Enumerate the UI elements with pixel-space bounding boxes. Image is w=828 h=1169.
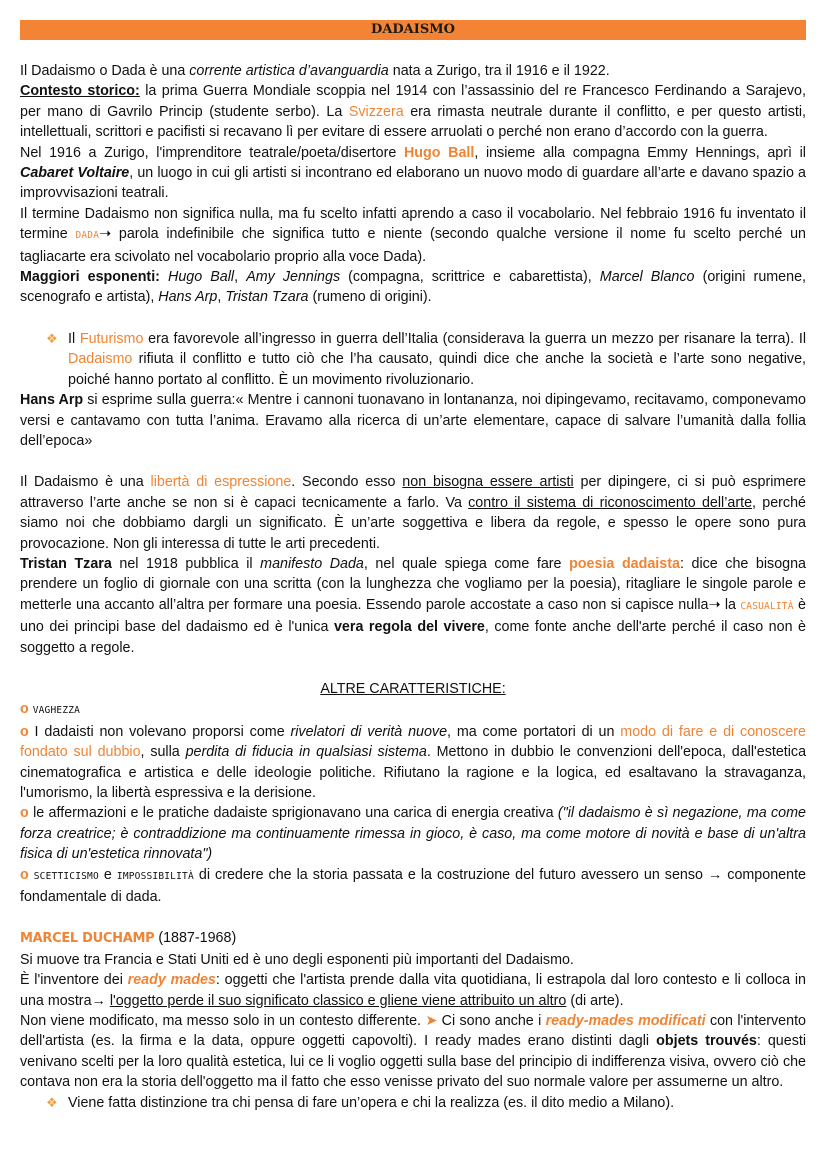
duchamp-heading [20, 928, 806, 949]
text-run: , come fonte anche dell'arte perché il caso non è soggetto a regole. [20, 619, 807, 656]
text-run: Il Dadaismo è una [20, 474, 151, 491]
text-run: I dadaisti non volevano proporsi come [28, 723, 291, 740]
hans-arp-name: Hans Arp [20, 392, 84, 409]
document-body [20, 61, 806, 1113]
o-bullet-icon: o [20, 701, 29, 718]
text-run: per dipingere, ci si può esprimere attraverso l’arte anche se non si è capaci tecnicamente a farlo. Va [20, 474, 807, 511]
contesto-paragraph [20, 81, 806, 142]
duchamp-last-text: Viene fatta distinzione tra chi pensa di fare un’opera e chi la realizza (es. il dito medio a Milano). [68, 1094, 675, 1111]
text-run: le affermazioni e le pratiche dadaiste sprigionavano una carica di energia creativa [28, 805, 558, 822]
esponenti-label: Maggiori esponenti: [20, 269, 160, 286]
esponente-name: Hugo Ball [168, 269, 235, 286]
objets-trouves: objets trouvés [656, 1033, 757, 1050]
esponente-name: Tristan Tzara [225, 289, 309, 306]
o-bullet-icon: o [20, 723, 29, 740]
text-run: è uno dei principi base del dadaismo ed è l'unica [20, 596, 806, 636]
text-run: si esprime sulla guerra:« Mentre i cannoni tuonavano in lontananza, noi dipingevamo, recitavamo, componevamo versi e cantavamo con tutta l’anima. Eravamo alla ricerca di un’arte elementare, capace di salvare l’umanità dalla follia dell’epoca» [20, 392, 806, 449]
highlight-liberta: libertà di espressione [150, 474, 292, 491]
text-run: : oggetti che l'artista prende dalla vita quotidiana, li estrapola dal loro contesto e li colloca in una mostra [20, 972, 807, 1009]
dada-word: DADA [75, 230, 100, 242]
intro-paragraph [20, 61, 806, 81]
arrow-icon: ➝ [99, 226, 112, 243]
scetticismo-word: SCETTICISMO [33, 870, 99, 882]
text-run: , [234, 269, 247, 286]
text-run: rifiuta il conflitto e tutto ciò che l’ha causato, quindi dice che anche la società e l’arte sono negative, poiché hanno portato al conflitto. È un movimento rivoluzionario. [68, 351, 806, 388]
highlight-poesia-dadaista: poesia dadaista [569, 555, 680, 572]
text-run: È l'inventore dei [20, 972, 128, 989]
tristan-tzara-name: Tristan Tzara [20, 555, 112, 572]
text-run: , sulla [140, 744, 186, 761]
text-run: Nel 1916 a Zurigo, l'imprenditore teatrale/poeta/disertore [20, 144, 404, 161]
duchamp-line-1: Si muove tra Francia e Stati Uniti ed è uno degli esponenti più importanti del Dadaismo. [20, 951, 574, 968]
text-run: , nel quale spiega come fare [363, 555, 570, 572]
text-run: . Secondo esso [291, 474, 403, 491]
text-run: di credere che la storia passata e la costruzione del futuro avessero un senso → componente fondamentale di dada. [20, 866, 806, 906]
energia-item [20, 803, 806, 864]
text-run: : dice che bisogna prendere un foglio di giornale con una scritta (con la lunghezza che vogliamo per la poesia), ritagliare le singole parole e metterle una accanto all’altra per formare una poesia. Essendo parole accostate a caso non si capisce nulla [20, 555, 806, 613]
vaghezza-word: VAGHEZZA [32, 705, 81, 717]
liberta-paragraph [20, 472, 806, 554]
duchamp-ready-mades [20, 970, 806, 1011]
text-run: (compagna, scrittrice e cabarettista), [340, 269, 600, 286]
text-run: la prima Guerra Mondiale scoppia nel 1914 con l’assassinio del re Francesco Ferdinando a Sarajevo, per mano di Gavrilo Princip (studente serbo). La [20, 83, 806, 120]
text-run: nel 1918 pubblica il [111, 555, 261, 572]
text-run: Il [68, 330, 80, 347]
text-run: Ci sono anche i [437, 1013, 546, 1030]
highlight-ready-mades: ready mades [127, 972, 216, 989]
text-run: , perché siamo noi che dobbiamo dargli un significato. È un’arte soggettiva e libera da regole, e spesso le opere sono pura provocazione. Non gli interessa di tutte le arti precedenti. [20, 494, 806, 552]
manifesto-dada: manifesto Dada [260, 555, 364, 572]
highlight-hugo-ball: Hugo Ball [403, 144, 475, 161]
text-run: : questi venivano scelti per la loro qualità estetica, lui ce li voglio oggetti sulla base del principio di indifferenza visiva, ovvero ciò che contava non era la storia dell'oggetto ma il fatto che esso venisse privato del suo normale valore per assumerne un altro. [20, 1033, 807, 1091]
page-title: DADAISMO [20, 20, 806, 40]
altre-heading: ALTRE CARATTERISTICHE: [320, 680, 506, 697]
marcel-duchamp-name: MARCEL DUCHAMP [20, 931, 155, 947]
text-run: (di arte). [566, 992, 624, 1009]
casualita-word: CASUALITÀ [740, 600, 794, 612]
highlight-svizzera: Svizzera [348, 103, 404, 120]
text-run-italic: perdita di fiducia in qualsiasi sistema [185, 744, 427, 761]
text-run: Il Dadaismo o Dada è una [20, 63, 190, 79]
diamond-bullet-icon: ❖ [46, 330, 58, 346]
dubbio-item [20, 722, 806, 804]
arp-paragraph [20, 390, 806, 451]
text-run: , insieme alla compagna Emmy Hennings, aprì il [474, 144, 806, 161]
text-run: e [98, 866, 117, 883]
text-run: , [217, 289, 226, 306]
arrow-icon: → [91, 992, 106, 1009]
text-run: con l'intervento dell'artista (es. la firma e la data, oppure oggetti capovolti). I ready mades erano distinti dagli [20, 1013, 807, 1050]
quote-italic: ("il dadaismo è sì negazione, ma come forza creatrice; è contraddizione ma continuamente rimessa in gioco, è caso, ma come motore di novità e base di un'altra fisica di un'estetica rinnovata") [20, 805, 806, 863]
text-run: la [720, 596, 741, 613]
text-run: Non viene modificato, ma messo solo in un contesto differente. [20, 1013, 426, 1030]
cabaret-voltaire: Cabaret Voltaire [20, 165, 130, 182]
arrow-icon: ➝ [708, 596, 721, 613]
diamond-bullet-icon: ❖ [46, 1094, 58, 1110]
text-run-italic: rivelatori di verità nuove [290, 723, 448, 740]
text-run: era rimasta neutrale durante il conflitto, e per questo artisti, intellettuali, scrittori e pacifisti si recavano lì per evitare di essere arruolati o perché non erano d’accordo con la guerra. [20, 103, 806, 141]
text-run: , un luogo in cui gli artisti si incontrano ed elaborano un nuovo modo di guardare all’arte e davano spazio a improvvisazioni teatrali. [20, 165, 806, 202]
impossibilita-word: IMPOSSIBILITÀ [116, 870, 194, 882]
highlight-modo-di-fare: modo di fare e di conoscere fondato sul dubbio [20, 723, 807, 761]
text-run: , ma come portatori di un [447, 723, 621, 740]
vaghezza-item [20, 699, 806, 721]
ball-paragraph [20, 143, 806, 204]
duchamp-last-bullet [20, 1093, 806, 1113]
text-run: Il termine Dadaismo non significa nulla, ma fu scelto infatti aprendo a caso il vocabolario. Nel febbraio 1916 fu inventato il termine [20, 205, 806, 243]
scetticismo-item [20, 865, 806, 908]
duchamp-years: (1887-1968) [154, 930, 237, 947]
duchamp-modificati [20, 1011, 806, 1093]
text-run: era favorevole all’ingresso in guerra dell’Italia (considerava la guerra un mezzo per risanare la terra). Il [143, 330, 806, 347]
highlight-dadaismo: Dadaismo [68, 351, 133, 368]
underlined-text: non bisogna essere artisti [402, 474, 574, 491]
futurismo-bullet [20, 329, 806, 390]
esponente-name: Amy Jennings [246, 269, 341, 286]
text-run: (origini rumene, scenografo e artista), [20, 269, 807, 306]
termine-paragraph [20, 204, 806, 267]
text-run: parola indefinibile che significa tutto e niente (secondo qualche versione il nome fu scelto perché un tagliacarte era scivolato nel vocabolario proprio alla voce Dada). [20, 226, 806, 265]
o-bullet-icon: o [20, 866, 29, 883]
text-run-italic: corrente artistica d’avanguardia [189, 63, 389, 79]
esponenti-paragraph [20, 267, 806, 308]
text-run: . Mettono in dubbio le convenzioni dell'epoca, dall'estetica cinematografica e artistica e delle ideologie politiche. Rifiutano la ragione e la logica, ed esaltavano la stravaganza, l'umorismo, la libertà espressiva e la derisione. [20, 744, 807, 801]
text-run: nata a Zurigo, tra il 1916 e il 1922. [388, 63, 610, 79]
text-run: (rumeno di origini). [308, 289, 432, 306]
highlight-ready-mades-modificati: ready-mades modificati [545, 1013, 706, 1030]
contesto-label: Contesto storico: [20, 83, 140, 100]
vera-regola-text: vera regola del vivere [333, 619, 485, 636]
arrowhead-icon: ➤ [425, 1013, 438, 1030]
highlight-futurismo: Futurismo [79, 330, 144, 347]
futurismo-text [68, 329, 806, 390]
esponente-name: Marcel Blanco [599, 269, 695, 286]
underlined-text: l'oggetto perde il suo significato classico e gliene viene attribuito un altro [109, 992, 567, 1009]
esponente-name: Hans Arp [158, 289, 218, 306]
underlined-text: contro il sistema di riconoscimento dell’arte [468, 494, 753, 511]
tzara-paragraph [20, 554, 806, 658]
o-bullet-icon: o [20, 805, 29, 822]
